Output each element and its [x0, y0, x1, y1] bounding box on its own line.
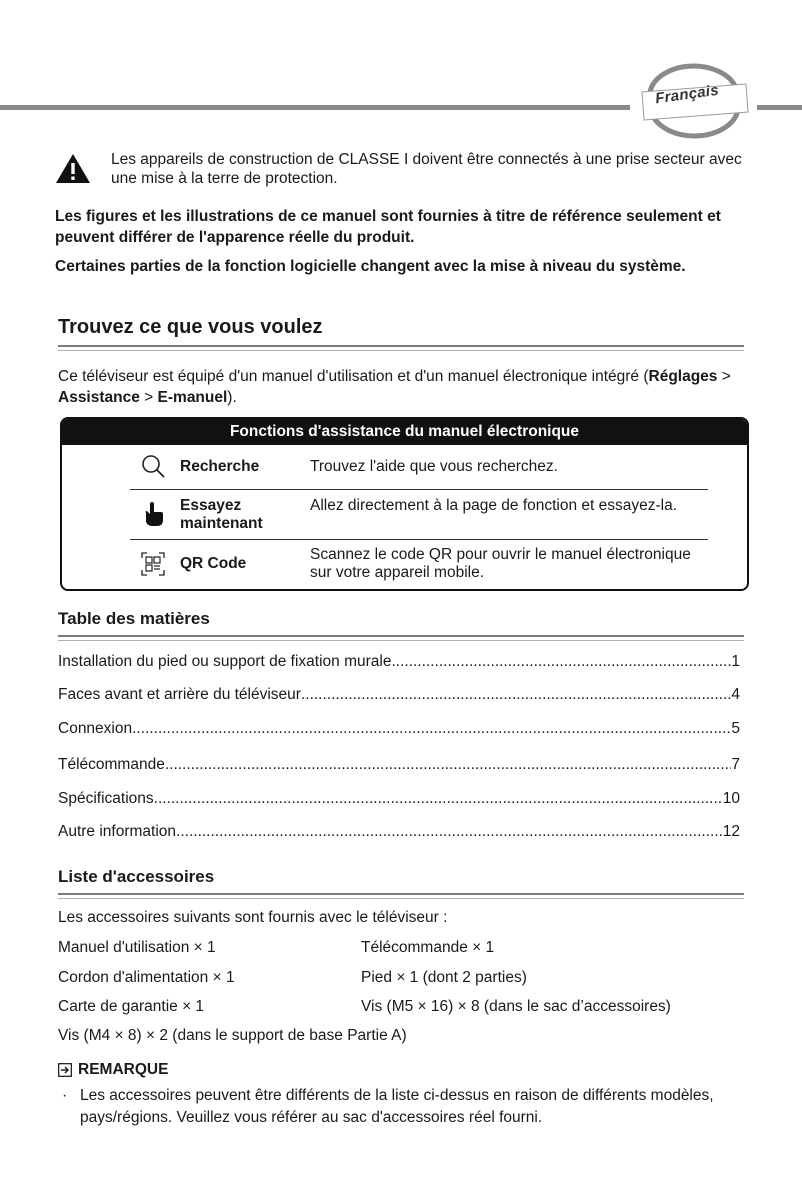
emanual-functions-box	[60, 417, 749, 591]
toc-entry-page: 4	[731, 686, 740, 703]
note-title: REMARQUE	[78, 1061, 169, 1078]
note-heading	[58, 1061, 168, 1079]
function-label: Essayez maintenant	[180, 497, 263, 532]
function-desc: Trouvez l'aide que vous recherchez.	[310, 458, 558, 475]
toc-entry-page: 7	[731, 756, 740, 773]
warning-text: Les appareils de construction de CLASSE I doivent être connectés à une prise secteur avec une mise à la terre de protection.	[111, 151, 742, 187]
accessory-item: Télécommande × 1	[361, 939, 495, 956]
find-section-title: Trouvez ce que vous voulez	[58, 316, 323, 338]
accessories-rule	[58, 893, 744, 899]
accessory-item: Cordon d'alimentation × 1	[58, 969, 235, 986]
toc-entry[interactable]	[58, 755, 740, 775]
function-row-qr-code	[130, 544, 708, 584]
toc-leader-dots	[165, 755, 732, 775]
functions-box-title: Fonctions d'assistance du manuel électronique	[62, 419, 747, 445]
toc-entry[interactable]	[58, 685, 740, 705]
intro-suffix: ).	[227, 389, 237, 406]
function-desc: Allez directement à la page de fonction et essayez-la.	[310, 497, 678, 514]
accessory-item: Pied × 1 (dont 2 parties)	[361, 969, 527, 986]
toc-entry-page: 12	[722, 823, 740, 840]
note-body: Les accessoires peuvent être différents de la liste ci-dessus en raison de différents modèles, pays/régions. Veuillez vous référer au sac d'accessoires réel fourni.	[80, 1087, 714, 1126]
toc-entry[interactable]	[58, 719, 740, 739]
toc-leader-dots	[154, 789, 723, 809]
toc-entry-label: Faces avant et arrière du téléviseur	[58, 686, 301, 703]
accessories-intro: Les accessoires suivants sont fournis avec le téléviseur :	[58, 909, 448, 926]
note-bullet: ·	[62, 1087, 68, 1104]
function-row-search	[130, 453, 708, 483]
software-notice: Certaines parties de la fonction logicielle changent avec la mise à niveau du système.	[55, 258, 686, 275]
toc-rule	[58, 635, 744, 641]
path-separator: >	[717, 368, 731, 385]
menu-path-emanuel: E-manuel	[157, 389, 228, 406]
row-divider	[130, 489, 708, 490]
toc-entry-page: 1	[731, 653, 740, 670]
menu-path-reglages: Réglages	[648, 368, 718, 385]
toc-entry-page: 5	[731, 720, 740, 737]
warning-triangle-icon	[55, 152, 91, 184]
accessory-item: Vis (M4 × 8) × 2 (dans le support de base Partie A)	[58, 1027, 407, 1044]
function-row-try-now	[130, 495, 708, 535]
toc-entry[interactable]	[58, 652, 740, 672]
toc-entry[interactable]	[58, 822, 740, 842]
header-rule-right	[757, 105, 802, 110]
function-label: QR Code	[180, 555, 247, 572]
row-divider	[130, 539, 708, 540]
intro-prefix: Ce téléviseur est équipé d'un manuel d'utilisation et d'un manuel électronique intégré (	[58, 368, 649, 385]
toc-entry-label: Installation du pied ou support de fixation murale	[58, 653, 392, 670]
function-desc: Scannez le code QR pour ouvrir le manuel électronique sur votre appareil mobile.	[310, 546, 691, 581]
find-intro	[58, 366, 748, 408]
toc-entry-label: Autre information	[58, 823, 177, 840]
toc-title: Table des matières	[58, 609, 210, 628]
accessories-title: Liste d'accessoires	[58, 867, 215, 886]
toc-leader-dots	[132, 719, 731, 739]
toc-leader-dots	[391, 652, 731, 672]
accessory-item: Carte de garantie × 1	[58, 998, 205, 1015]
toc-entry-label: Spécifications	[58, 790, 154, 807]
find-section-rule	[58, 345, 744, 351]
toc-entry[interactable]	[58, 789, 740, 809]
toc-leader-dots	[176, 822, 723, 842]
accessory-item: Vis (M5 × 16) × 8 (dans le sac d’accessoires)	[361, 998, 671, 1015]
search-icon	[140, 453, 166, 479]
function-label: Recherche	[180, 458, 260, 475]
figures-notice: Les figures et les illustrations de ce manuel sont fournies à titre de référence seulement et peuvent différer de l'apparence réelle du produit.	[55, 208, 721, 246]
path-separator: >	[139, 389, 158, 406]
hand-pointer-icon	[140, 501, 166, 527]
toc-entry-page: 10	[722, 790, 740, 807]
toc-entry-label: Télécommande	[58, 756, 165, 773]
note-arrow-box-icon	[58, 1063, 72, 1077]
toc-entry-label: Connexion	[58, 720, 133, 737]
qr-code-icon	[140, 551, 166, 577]
language-label: Français	[654, 81, 720, 108]
menu-path-assistance: Assistance	[58, 389, 140, 406]
accessory-item: Manuel d'utilisation × 1	[58, 939, 216, 956]
header-rule-left	[0, 105, 630, 110]
toc-leader-dots	[301, 685, 731, 705]
